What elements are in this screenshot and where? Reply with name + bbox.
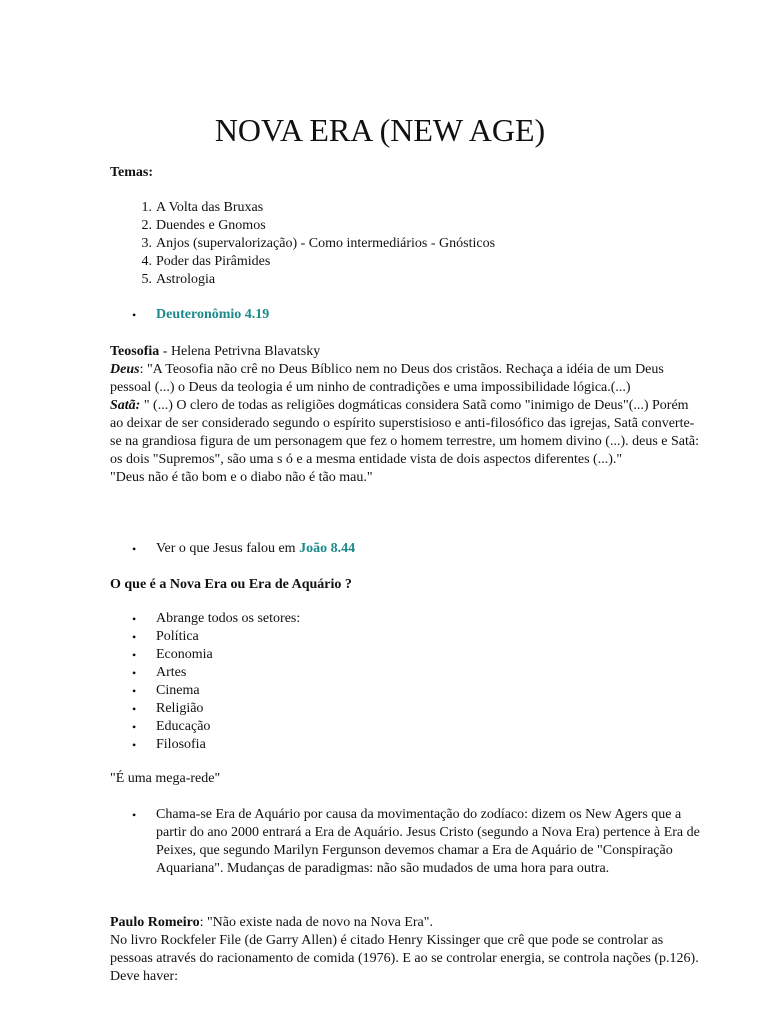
aquario-list — [110, 806, 700, 878]
temas-list — [110, 199, 710, 289]
bullet-icon: • — [132, 684, 137, 698]
list-item: 4. Poder das Pirâmides — [141, 254, 271, 269]
bullet-icon: • — [132, 308, 137, 322]
sata-text: " (...) O clero de todas as religiões dogmáticas considera Satã como "inimigo de Deus"(...) Porém ao deixar de ser considerado segundo o espírito superstisioso e anti-filosófico das igrejas, Satã converte-se na grandiosa figura de um personagem que fez o homem terrestre, um homem divino (...). deus e Satã: os dois "Supremos", são uma s ó e a mesma entidade vista de dois aspectos diferentes (...)." — [110, 398, 699, 467]
teosofia-label: Teosofia — [110, 344, 160, 359]
list-item: • Cinema — [132, 683, 200, 698]
deus-text: : "A Teosofia não crê no Deus Bíblico nem no Deus dos cristãos. Rechaça a idéia de um Deus pessoal (...) o Deus da teologia é um ninho de contradições e uma impossibilidade lógica.(...) — [110, 362, 664, 395]
list-item: • Política — [132, 629, 199, 644]
teosofia-author: - Helena Petrivna Blavatsky — [159, 344, 321, 359]
list-item: 5. Astrologia — [141, 272, 216, 287]
list-item: • Artes — [132, 665, 187, 680]
bullet-icon: • — [132, 720, 137, 734]
list-item: • Religião — [132, 701, 204, 716]
paulo-quote: : "Não existe nada de novo na Nova Era". — [199, 915, 433, 930]
page-title: NOVA ERA (NEW AGE) — [214, 112, 546, 148]
ref1-list — [110, 306, 710, 324]
list-item: • Economia — [132, 647, 213, 662]
teosofia-section — [110, 343, 700, 487]
list-item: • Abrange todos os setores: — [132, 611, 301, 626]
setores-list — [110, 610, 710, 754]
teosofia-quote: "Deus não é tão bom e o diabo não é tão mau." — [110, 470, 373, 485]
list-item: • Ver o que Jesus falou em João 8.44 — [132, 541, 356, 556]
sata-label: Satã: — [110, 398, 141, 413]
bullet-icon: • — [132, 702, 137, 716]
bullet-icon: • — [132, 666, 137, 680]
list-item: 1. A Volta das Bruxas — [141, 200, 264, 215]
list-item: • Educação — [132, 719, 211, 734]
bullet-icon: • — [132, 738, 137, 752]
paulo-paragraph: No livro Rockfeler File (de Garry Allen) é citado Henry Kissinger que crê que pode se controlar as pessoas através do racionamento de comida (1976). E ao se controlar energia, se controla nações (p.126). Deve haver: — [110, 933, 699, 984]
jesus-list — [110, 540, 710, 558]
temas-label: Temas: — [110, 165, 154, 180]
list-item: • Chama-se Era de Aquário por causa da movimentação do zodíaco: dizem os New Agers que a partir do ano 2000 entrará a Era de Aquário. Jesus Cristo (segundo a Nova Era) pertence à Era de Peixes, que segundo Marilyn Fergunson devemos chamar a Era de Aquário de "Conspiração Aquariana". Mudanças de paradigmas: não são mudados de uma hora para outra. — [132, 807, 700, 876]
list-item — [110, 306, 710, 324]
paulo-label: Paulo Romeiro — [110, 915, 200, 930]
bullet-icon: • — [132, 808, 137, 822]
bullet-icon: • — [132, 612, 137, 626]
bullet-icon: • — [132, 648, 137, 662]
question-heading: O que é a Nova Era ou Era de Aquário ? — [110, 577, 352, 592]
list-item: 3. Anjos (supervalorização) - Como intermediários - Gnósticos — [141, 236, 496, 251]
bullet-icon: • — [132, 542, 137, 556]
joao-link[interactable]: João 8.44 — [299, 541, 356, 556]
mega-rede-quote: "É uma mega-rede" — [110, 771, 221, 786]
bullet-icon: • — [132, 630, 137, 644]
paulo-section — [110, 914, 700, 986]
deuteronomio-link[interactable]: Deuteronômio 4.19 — [156, 307, 270, 322]
list-item: 2. Duendes e Gnomos — [141, 218, 266, 233]
list-item: • Filosofia — [132, 737, 206, 752]
deus-label: Deus — [110, 362, 140, 377]
